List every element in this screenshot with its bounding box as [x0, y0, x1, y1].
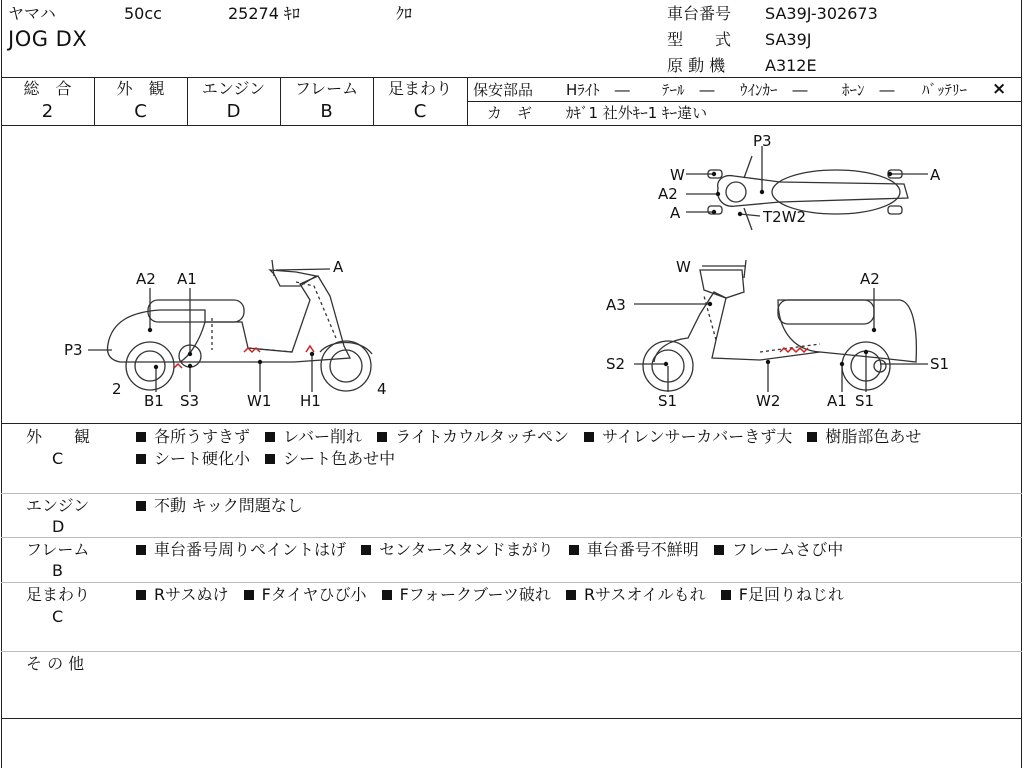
battery-mark: × — [992, 79, 1007, 99]
label-left-4: 4 — [377, 380, 387, 398]
overall-grade: 2 — [41, 101, 54, 122]
bullet-icon — [807, 432, 817, 442]
label-right-A1: A1 — [827, 392, 847, 410]
comment-divider — [1, 582, 1022, 583]
label-right-S1-front: S1 — [658, 392, 678, 410]
key-value: ｶｷﾞ1 社外ｷｰ1 ｷｰ違い — [566, 104, 708, 122]
headlight-status: Hﾗｲﾄ ― — [566, 81, 630, 99]
model-type-value: SA39J — [765, 30, 812, 49]
comment-other-label: そ の 他 — [26, 654, 85, 673]
key-label: カ ギ — [487, 104, 533, 122]
label-right-A2: A2 — [860, 270, 880, 288]
label-left-A1: A1 — [177, 270, 197, 288]
label-top-A-left: A — [670, 204, 681, 222]
scooter-diagram — [0, 126, 1024, 424]
label-right-W2: W2 — [756, 392, 781, 410]
label-left-P3: P3 — [64, 341, 83, 359]
engine-grade: D — [226, 101, 241, 122]
bullet-icon — [377, 432, 387, 442]
comment-frame-grade: B — [52, 561, 63, 580]
label-right-W: W — [676, 258, 691, 276]
bullet-icon — [265, 454, 275, 464]
bullet-icon — [136, 545, 146, 555]
comment-divider — [1, 493, 1022, 494]
label-right-S2: S2 — [606, 355, 626, 373]
bullet-icon — [244, 590, 254, 600]
grade-top-line — [1, 77, 1022, 78]
displacement: 50cc — [124, 4, 162, 23]
bullet-icon — [136, 454, 146, 464]
label-left-A2: A2 — [136, 270, 156, 288]
comment-top-line — [1, 423, 1022, 424]
frame-number-label: 車台番号 — [667, 4, 732, 23]
winker-status: ｳｲﾝｶｰ ― — [740, 81, 808, 99]
comment-frame-label: フレーム — [26, 540, 90, 559]
horn-status: ﾎｰﾝ ― — [842, 81, 895, 99]
bullet-icon — [136, 432, 146, 442]
label-left-B1: B1 — [144, 392, 164, 410]
model-type-label: 型 式 — [667, 30, 732, 49]
bullet-icon — [566, 590, 576, 600]
bullet-icon — [136, 501, 146, 511]
comment-engine-line1: 不動 キック問題なし — [134, 497, 311, 515]
label-top-A2: A2 — [658, 185, 678, 203]
bullet-icon — [584, 432, 594, 442]
taillight-status: ﾃｰﾙ ― — [662, 81, 715, 99]
right-leader-lines — [634, 266, 928, 392]
comment-exterior-line2: シート硬化小 シート色あせ中 — [134, 450, 403, 468]
comment-divider — [1, 537, 1022, 538]
battery-label: ﾊﾞｯﾃﾘｰ — [922, 81, 968, 99]
safety-label: 保安部品 — [473, 81, 534, 99]
color: ｸﾛ — [396, 4, 413, 23]
comment-exterior-line1: 各所うすきず レバー削れ ライトカウルタッチペン サイレンサーカバーきず大 樹脂部色あせ — [134, 428, 929, 446]
comment-engine-label: エンジン — [26, 496, 90, 515]
exterior-grade: C — [134, 101, 147, 122]
exterior-label: 外 観 — [116, 79, 165, 98]
mileage: 25274 ｷﾛ — [228, 4, 300, 23]
comment-exterior-grade: C — [52, 449, 64, 468]
comment-suspension-label: 足まわり — [26, 585, 91, 604]
frame-label: フレーム — [294, 79, 359, 98]
label-left-W1: W1 — [247, 392, 272, 410]
bullet-icon — [569, 545, 579, 555]
frame-grade: B — [320, 101, 333, 122]
label-right-S1-bottom: S1 — [855, 392, 875, 410]
label-top-W: W — [670, 166, 685, 184]
comment-suspension-grade: C — [52, 607, 64, 626]
label-top-P3: P3 — [753, 132, 772, 150]
bullet-icon — [136, 590, 146, 600]
label-left-S3: S3 — [180, 392, 200, 410]
bullet-icon — [714, 545, 724, 555]
comment-exterior-label: 外 観 — [26, 427, 91, 446]
overall-label: 総 合 — [23, 79, 72, 98]
suspension-grade: C — [413, 101, 427, 122]
comment-suspension-line1: Rサスぬけ Fタイヤひび小 Fフォークブーツ破れ Rサスオイルもれ F足回りねじれ — [134, 586, 852, 604]
engine-model-value: A312E — [765, 56, 817, 75]
bullet-icon — [265, 432, 275, 442]
label-right-A3: A3 — [606, 296, 626, 314]
frame-number-value: SA39J-302673 — [765, 4, 878, 23]
label-right-S1-rear: S1 — [930, 355, 950, 373]
suspension-label: 足まわり — [387, 79, 452, 98]
comment-frame-line1: 車台番号周りペイントはげ センタースタンドまがり 車台番号不鮮明 フレームさび中 — [134, 541, 851, 559]
engine-model-label: 原 動 機 — [667, 56, 726, 75]
top-view-scooter — [708, 156, 908, 230]
maker: ヤマハ — [8, 4, 56, 23]
safety-mid-line — [467, 101, 1022, 102]
bullet-icon — [721, 590, 731, 600]
grade-divider — [467, 77, 468, 125]
label-left-A: A — [333, 258, 344, 276]
label-left-2: 2 — [112, 380, 122, 398]
model-name: JOG DX — [8, 27, 88, 51]
engine-label: エンジン — [201, 79, 266, 98]
bullet-icon — [361, 545, 371, 555]
comment-divider — [1, 651, 1022, 652]
label-top-A-right: A — [930, 166, 941, 184]
comment-bottom-line — [1, 718, 1022, 719]
left-leader-lines — [88, 269, 330, 392]
bullet-icon — [382, 590, 392, 600]
label-top-T2W2: T2W2 — [763, 208, 807, 226]
label-left-H1: H1 — [300, 392, 321, 410]
comment-engine-grade: D — [52, 517, 65, 536]
